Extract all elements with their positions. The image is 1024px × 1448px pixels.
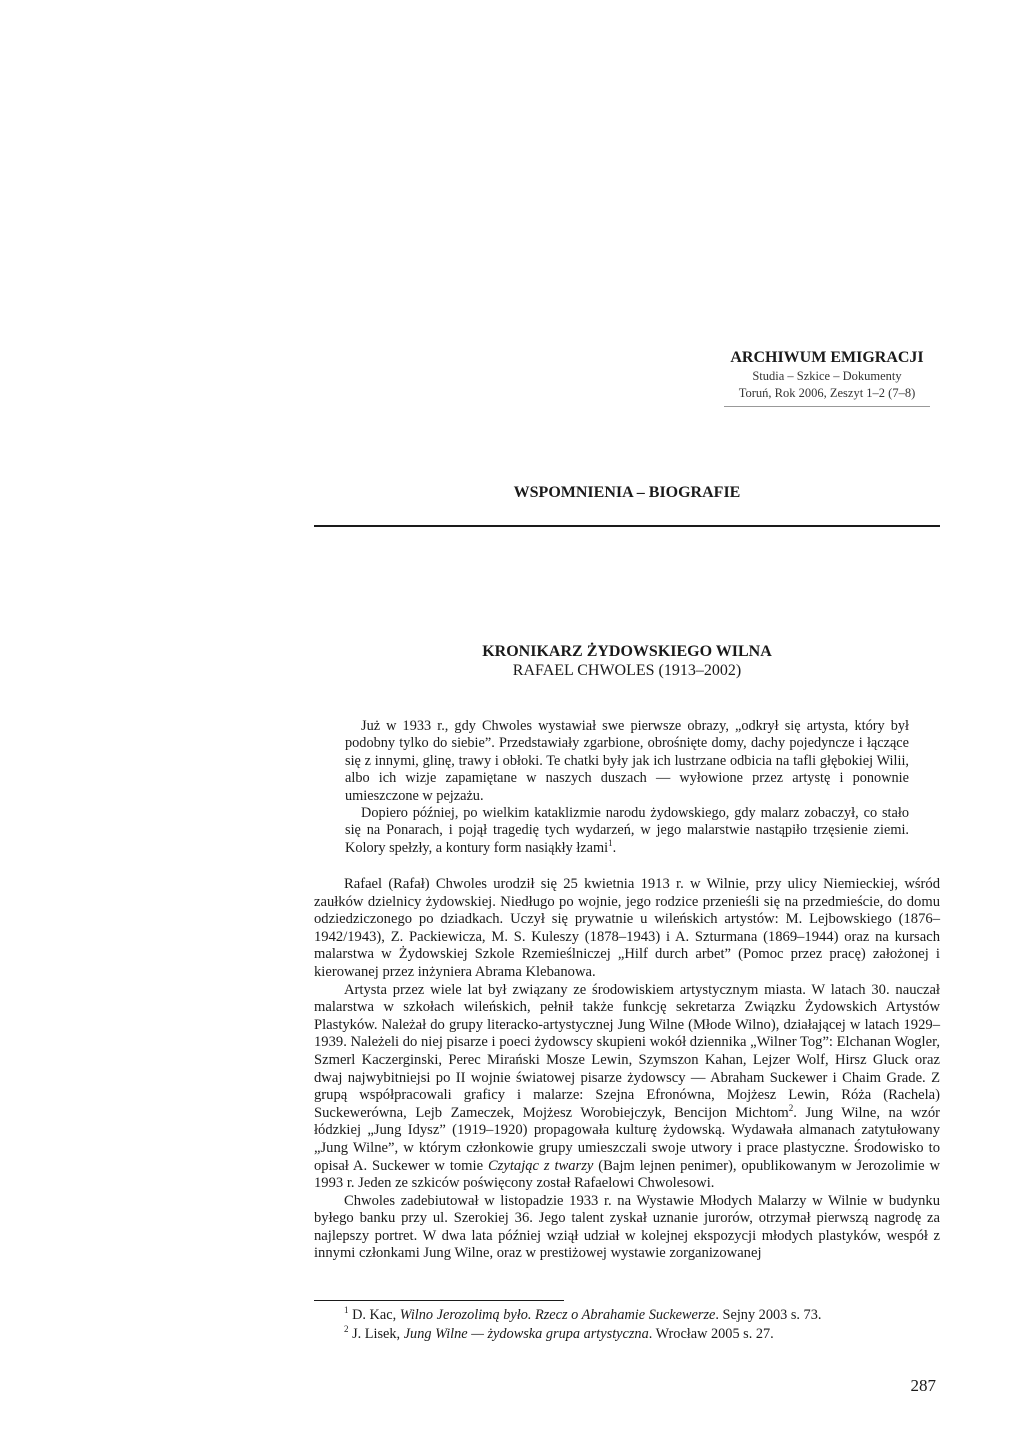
footnote-title: Jung Wilne — żydowska grupa artystyczna — [403, 1325, 649, 1342]
footnote-text: D. Kac, — [352, 1307, 400, 1323]
journal-header-rule — [724, 406, 930, 407]
body-paragraph — [314, 982, 940, 1193]
footnotes — [344, 1306, 940, 1343]
footnote-number: 1 — [344, 1305, 349, 1316]
footnote-ref: 2 — [788, 1102, 794, 1113]
journal-issue: Toruń, Rok 2006, Zeszyt 1–2 (7–8) — [738, 386, 916, 400]
epigraph — [345, 718, 909, 857]
section-title: WSPOMNIENIA – BIOGRAFIE — [513, 484, 741, 501]
epigraph-text: Już w 1933 r., gdy Chwoles wystawiał swe pierwsze obrazy, „odkrył się artysta, który był podobny tylko do siebie”. Przedstawiały zgarbione, obrośnięte domy, dachy pojedyncze i łączące się z innymi, glinę, trawy i obłoki. Te chatki były jak ich lustrzane odbicia na tafli głębokiej Wilii, albo ich wizje zapamiętane w naszych duszach — wyłowione przez artystę i ponownie umieszczone w pejzażu. — [345, 718, 909, 804]
body-paragraph — [314, 876, 940, 982]
body-text: Rafael (Rafał) Chwoles urodził się 25 kwietnia 1913 r. w Wilnie, przy ulicy Niemieckiej, wśród zaułków dzielnicy żydowskiej. Niedługo po wojnie, jego rodzice przenieśli się na przedmieście, do domu odziedziczonego po dziadkach. Uczył się prywatnie u wileńskich artystów: M. Lejbowskiego (1876–1942/1943), Z. Packiewicza, M. S. Kuleszy (1878–1943) i A. Szturmana (1869–1944) oraz na kursach malarstwa w Żydowskiej Szkole Rzemieślniczej „Hilf durch arbet” (Pomoc przez pracę) założonej i kierowanej przez inżyniera Abrama Klebanowa. — [314, 876, 940, 980]
article-subtitle: RAFAEL CHWOLES (1913–2002) — [512, 662, 742, 679]
journal-title: ARCHIWUM EMIGRACJI — [730, 349, 924, 366]
article-title: KRONIKARZ ŻYDOWSKIEGO WILNA — [482, 643, 772, 660]
body-text: Artysta przez wiele lat był związany ze środowiskiem artystycznym miasta. W latach 30. nauczał malarstwa w szkołach wileńskich, pełnił także funkcję sekretarza Związku Żydowskich Artystów Plastyków. Należał do grupy literacko-artystycznej Jung Wilne (Młode Wilno), działającej w latach 1929–1939. Należeli do niej pisarze i poeci żydowscy skupieni wokół dziennika „Wilner Tog”: Elchanan Wogler, Szmerl Kaczerginski, Perec Mirański Mosze Lewin, Szymszon Kahan, Lejzer Wolf, Hirsz Gluck oraz dwaj najwybitniejsi po II wojnie światowej pisarze żydowscy — Abraham Suckewer i Chaim Grade. Z grupą współpracowali graficy i malarze: Szejna Efronówna, Mojżesz Lewin, Róża (Rachela) Suckewerówna, Lejb Zameczek, Mojżesz Worobiejczyk, Bencijon Michtom — [314, 981, 940, 1121]
footnote-rule — [314, 1300, 564, 1301]
footnote — [344, 1306, 940, 1325]
footnote — [344, 1325, 940, 1344]
book-title: Czytając z twarzy — [487, 1157, 594, 1174]
body-text: (Bajm lejnen penimer), opublikowanym w Jerozolimie w 1993 r. Jeden ze szkiców poświęcony został Rafaelowi Chwolesowi. — [314, 1157, 940, 1192]
footnote-text: . Sejny 2003 s. 73. — [715, 1307, 822, 1323]
footnote-text: . Wrocław 2005 s. 27. — [648, 1325, 774, 1342]
body-text: Chwoles zadebiutował w listopadzie 1933 r. na Wystawie Młodych Malarzy w Wilnie w budynku byłego banku przy ul. Szerokiej 36. Jego talent zyskał uznanie jurorów, otrzymał pierwszą nagrodę za najlepszy portret. W dwa lata później wziął udział w kolejnej ekspozycji młodych plastyków, wespół z innymi członkami Jung Wilne, oraz w prestiżowej wystawie zorganizowanej — [314, 1192, 940, 1262]
epigraph-paragraph — [345, 718, 909, 805]
journal-subtitle: Studia – Szkice – Dokumenty — [752, 369, 902, 383]
body-paragraph — [314, 1193, 940, 1263]
footnote-number: 2 — [344, 1323, 349, 1334]
epigraph-text-end: . — [612, 839, 617, 856]
section-rule — [314, 525, 940, 527]
epigraph-paragraph — [345, 805, 909, 857]
body-text: . Jung Wilne, na wzór łódzkiej „Jung Idysz” (1919–1920) propagowała kulturę żydowską. Wydawała almanach zatytułowany „Jung Wilne”, w którym członkowie grupy umieszczali swoje utwory i prace plastyczne. Środowisko to opisał A. Suckewer w tomie — [314, 1104, 941, 1174]
epigraph-text: Dopiero później, po wielkim kataklizmie narodu żydowskiego, gdy malarz zobaczył, co stało się na Ponarach, i pojął tragedię tych wydarzeń, w jego malarstwie nastąpiło trzęsienie ziemi. Kolory spełzły, a kontury form nasiąkły łzami — [345, 805, 909, 856]
article-body — [314, 876, 940, 1263]
footnote-ref: 1 — [608, 838, 613, 849]
footnote-title: Wilno Jerozolimą było. Rzecz o Abrahamie Suckewerze — [399, 1307, 716, 1323]
page-number: 287 — [910, 1376, 936, 1395]
journal-header — [724, 348, 930, 407]
footnote-text: J. Lisek, — [352, 1325, 404, 1342]
